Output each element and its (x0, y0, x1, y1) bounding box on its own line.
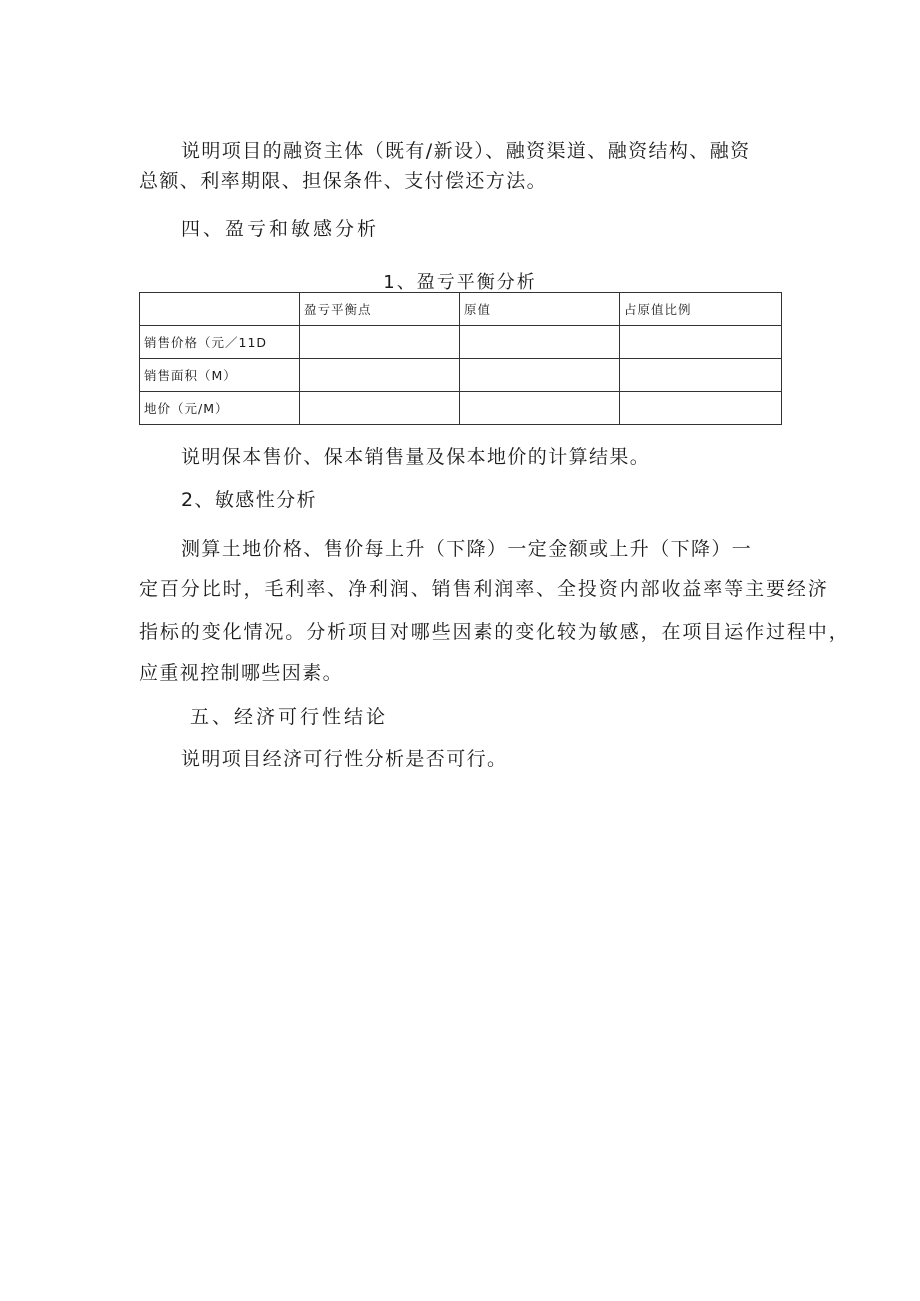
financing-paragraph-line-2: 总额、利率期限、担保条件、支付偿还方法。 (139, 170, 548, 192)
row-label-land-price: 地价（元/M） (140, 392, 300, 425)
table-row (140, 326, 782, 359)
table-cell (460, 392, 620, 425)
sensitivity-heading: 2、敏感性分析 (181, 489, 317, 511)
table-cell (620, 359, 782, 392)
breakeven-table-title: 1、盈亏平衡分析 (383, 272, 537, 293)
sensitivity-paragraph-line-3: 指标的变化情况。分析项目对哪些因素的变化较为敏感，在项目运作过程中， (139, 621, 850, 643)
breakeven-table-header-row (140, 293, 782, 326)
table-cell (300, 326, 460, 359)
table-cell (460, 326, 620, 359)
financing-paragraph-line-1: 说明项目的融资主体（既有/新设）、融资渠道、融资结构、融资 (181, 140, 751, 162)
row-label-sale-area: 销售面积（M） (140, 359, 300, 392)
table-row (140, 392, 782, 425)
header-cell-empty (140, 293, 300, 326)
header-cell-breakeven-point: 盈亏平衡点 (300, 293, 460, 326)
section-5-conclusion: 说明项目经济可行性分析是否可行。 (181, 748, 508, 770)
sensitivity-paragraph-line-1: 测算土地价格、售价每上升（下降）一定金额或上升（下降）一 (181, 538, 753, 560)
section-4-heading: 四、盈亏和敏感分析 (181, 218, 380, 240)
sensitivity-paragraph-line-2: 定百分比时，毛利率、净利润、销售利润率、全投资内部收益率等主要经济 (139, 578, 829, 600)
table-cell (300, 359, 460, 392)
table-cell (620, 326, 782, 359)
table-row (140, 359, 782, 392)
row-label-sale-price: 销售价格（元／11D (140, 326, 300, 359)
breakeven-note: 说明保本售价、保本销售量及保本地价的计算结果。 (181, 446, 651, 468)
header-cell-ratio: 占原值比例 (620, 293, 782, 326)
breakeven-table (139, 292, 782, 425)
table-cell (300, 392, 460, 425)
table-cell (620, 392, 782, 425)
sensitivity-paragraph-line-4: 应重视控制哪些因素。 (139, 662, 344, 684)
section-5-heading: 五、经济可行性结论 (190, 706, 389, 728)
table-cell (460, 359, 620, 392)
header-cell-original-value: 原值 (460, 293, 620, 326)
